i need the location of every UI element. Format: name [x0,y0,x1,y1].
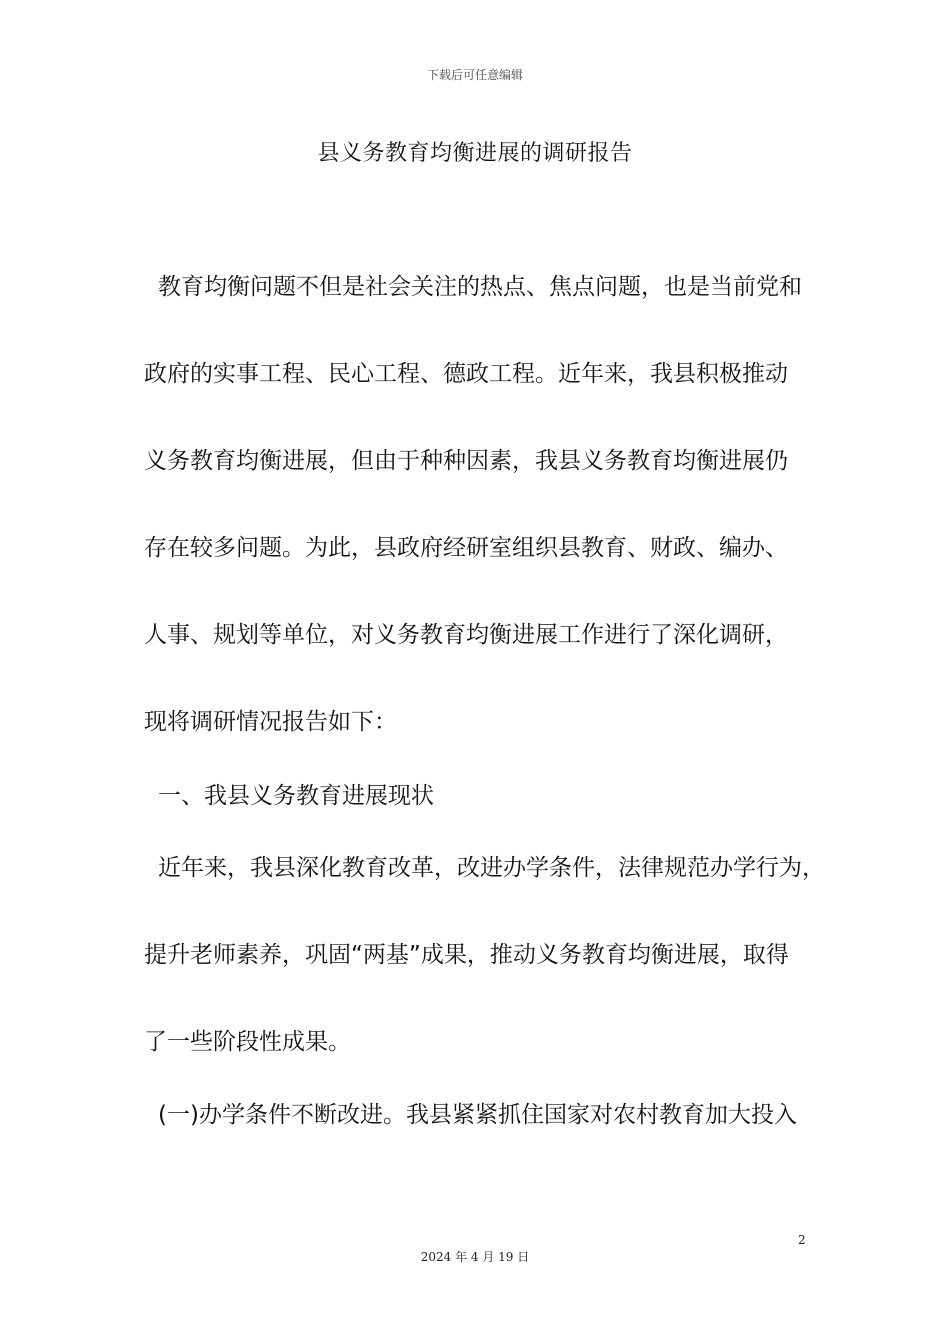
paragraph-line: 人事、规划等单位，对义务教育均衡进展工作进行了深化调研， [144,622,788,648]
page-number: 2 [798,1233,806,1247]
paragraph-line: 教育均衡问题不但是社会关注的热点、焦点问题，也是当前党和 [158,274,802,300]
paragraph-line: 存在较多问题。为此，县政府经研室组织县教育、财政、编办、 [144,535,788,561]
section-heading: 一、我县义务教育进展现状 [158,783,434,809]
paragraph-line: 义务教育均衡进展，但由于种种因素，我县义务教育均衡进展仍 [144,448,788,474]
document-title: 县义务教育均衡进展的调研报告 [317,141,633,166]
paragraph-line: 提升老师素养，巩固“两基”成果，推动义务教育均衡进展，取得 [144,942,789,968]
paragraph-line: 近年来，我县深化教育改革，改进办学条件，法律规范办学行为， [158,855,825,881]
paragraph-line: 现将调研情况报告如下： [144,709,397,735]
footer-date: 2024 年 4 月 19 日 [420,1250,530,1264]
paragraph-line: 了一些阶段性成果。 [144,1029,351,1055]
page-header-note: 下载后可任意编辑 [426,68,523,82]
paragraph-line: 政府的实事工程、民心工程、德政工程。近年来，我县积极推动 [144,361,788,387]
paragraph-line: (一)办学条件不断改进。我县紧紧抓住国家对农村教育加大投入 [158,1102,797,1128]
